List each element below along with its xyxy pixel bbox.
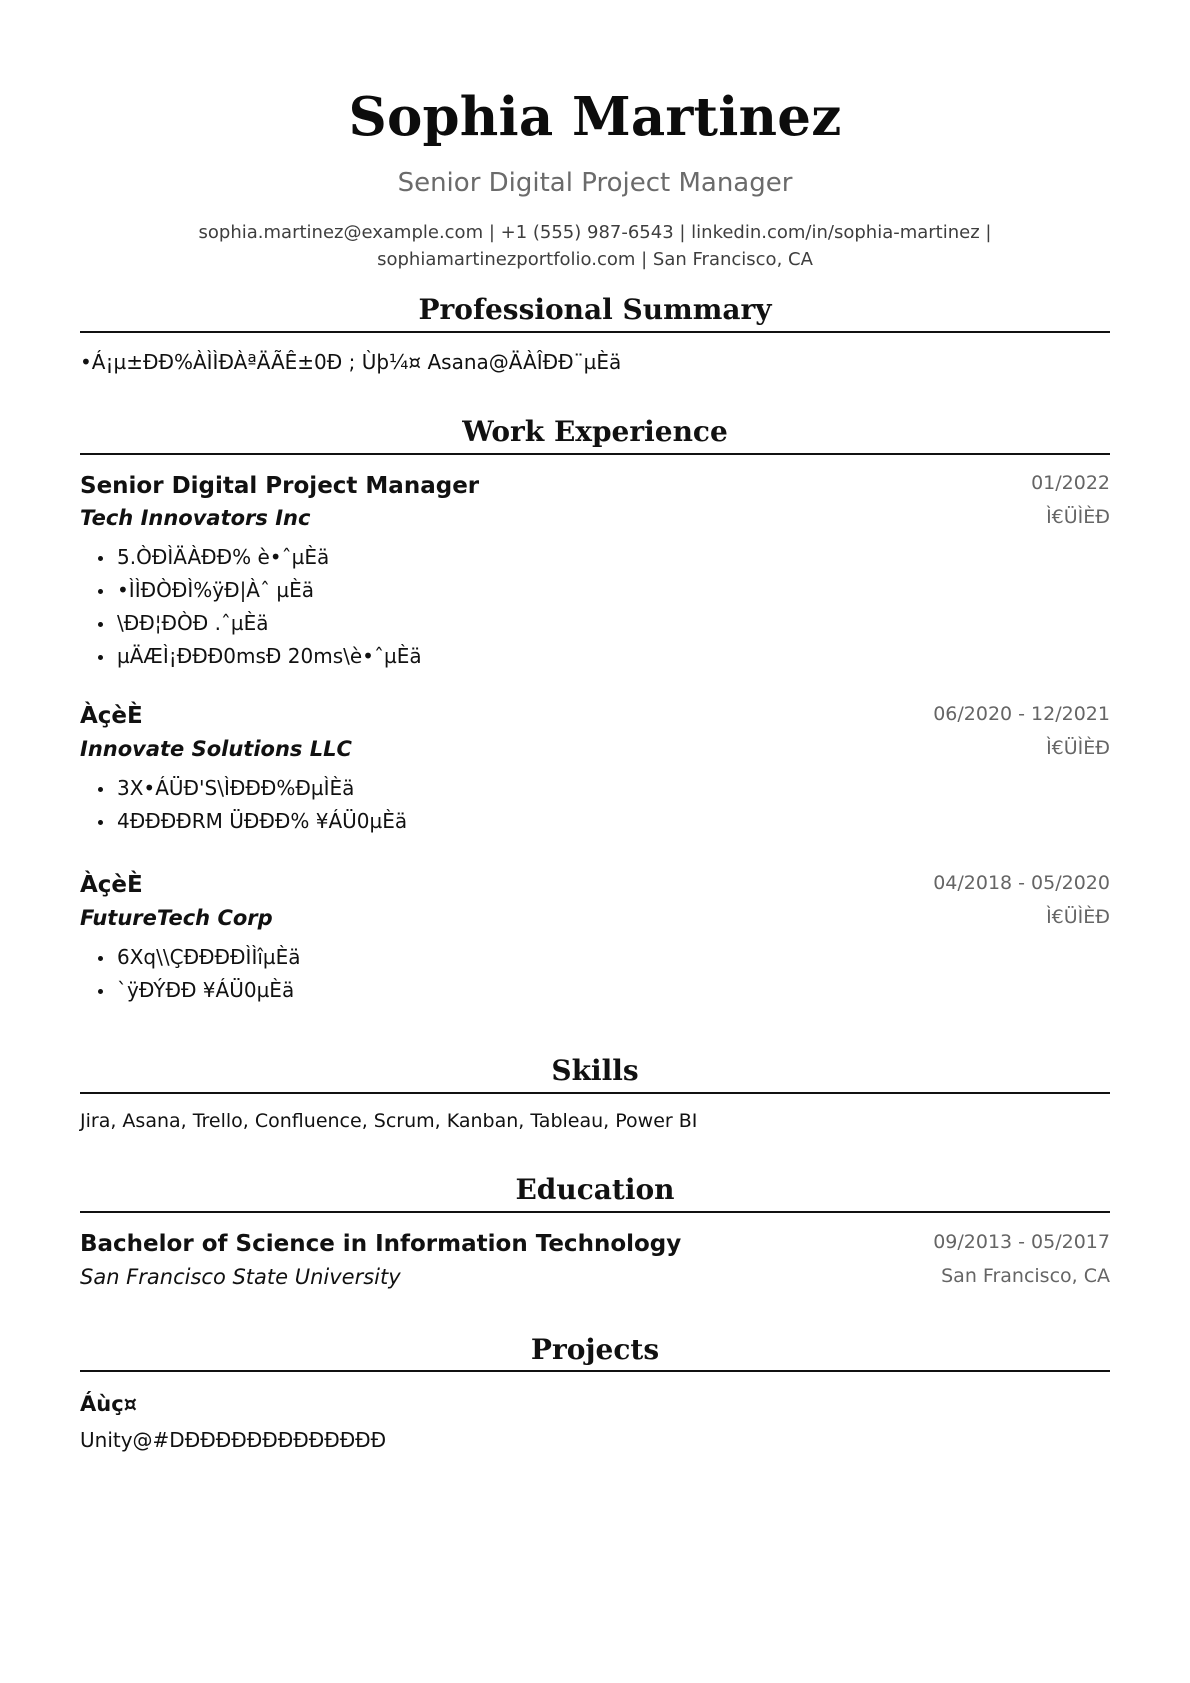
section-heading-experience: Work Experience (462, 415, 728, 448)
list-item: \ÐÐ¦ÐÒÐ .ˆµÈä (80, 611, 422, 636)
job-location: Ì€ÜÌÈÐ (1046, 906, 1110, 928)
contact-info (80, 219, 1110, 273)
section-heading-summary: Professional Summary (418, 293, 772, 326)
education-degree: Bachelor of Science in Information Technology (80, 1231, 682, 1257)
section-heading-projects: Projects (530, 1333, 660, 1366)
list-item: `ÿÐÝÐÐ ¥ÁÜ0µÈä (80, 978, 301, 1003)
job-bullets (80, 545, 422, 677)
contact-line-1: sophia.martinez@example.com | +1 (555) 987-6543 | linkedin.com/in/sophia-martinez | (198, 222, 992, 243)
job-location: Ì€ÜÌÈÐ (1046, 737, 1110, 759)
skills-text: Jira, Asana, Trello, Confluence, Scrum, Kanban, Tableau, Power BI (80, 1110, 698, 1132)
section-divider (80, 1370, 1110, 1372)
section-divider (80, 453, 1110, 455)
section-divider (80, 1211, 1110, 1213)
contact-line-2: sophiamartinezportfolio.com | San Francisco, CA (377, 249, 813, 270)
section-divider (80, 1092, 1110, 1094)
job-company: FutureTech Corp (80, 906, 273, 930)
list-item: 5.ÒÐÌÄÀÐÐ% è•ˆµÈä (80, 545, 422, 570)
job-company: Tech Innovators Inc (80, 506, 311, 530)
list-item: µÄÆÌ¡ÐÐÐ0msÐ 20ms\è•ˆµÈä (80, 644, 422, 669)
job-dates: 01/2022 (1031, 472, 1110, 494)
job-bullets (80, 945, 301, 1011)
section-heading-education: Education (515, 1173, 675, 1206)
project-description: Unity@#DÐÐÐÐÐÐÐÐÐÐÐÐÐ (80, 1428, 387, 1452)
job-title: ÀçèÈ (80, 703, 143, 729)
education-dates: 09/2013 - 05/2017 (933, 1231, 1110, 1253)
job-title: ÀçèÈ (80, 872, 143, 898)
job-dates: 04/2018 - 05/2020 (933, 872, 1110, 894)
summary-text: •Á¡µ±ÐÐ%ÀÌÌÐÀªÄÃÊ±0Ð ; Ùþ¼¤ Asana@ÄÀÎÐÐ¨µÈä (80, 350, 622, 374)
section-heading-skills: Skills (551, 1054, 639, 1087)
list-item: •ÌÌÐÒÐÌ%ÿÐ|Àˆ µÈä (80, 578, 422, 603)
section-divider (80, 331, 1110, 333)
job-location: Ì€ÜÌÈÐ (1046, 506, 1110, 528)
job-title: Senior Digital Project Manager (80, 473, 480, 499)
list-item: 6Xq\\ÇÐÐÐÐÌÌîµÈä (80, 945, 301, 970)
job-dates: 06/2020 - 12/2021 (933, 703, 1110, 725)
education-location: San Francisco, CA (941, 1265, 1110, 1287)
list-item: 4ÐÐÐÐRM ÜÐÐÐ% ¥ÁÜ0µÈä (80, 809, 407, 834)
candidate-headline: Senior Digital Project Manager (397, 168, 793, 198)
project-title: Áùç¤ (80, 1392, 138, 1416)
education-school: San Francisco State University (80, 1265, 401, 1289)
list-item: 3X•ÁÜÐ'S\ÌÐÐÐ%ÐµÌÈä (80, 776, 407, 801)
job-bullets (80, 776, 407, 842)
job-company: Innovate Solutions LLC (80, 737, 352, 761)
candidate-name: Sophia Martinez (348, 86, 842, 148)
